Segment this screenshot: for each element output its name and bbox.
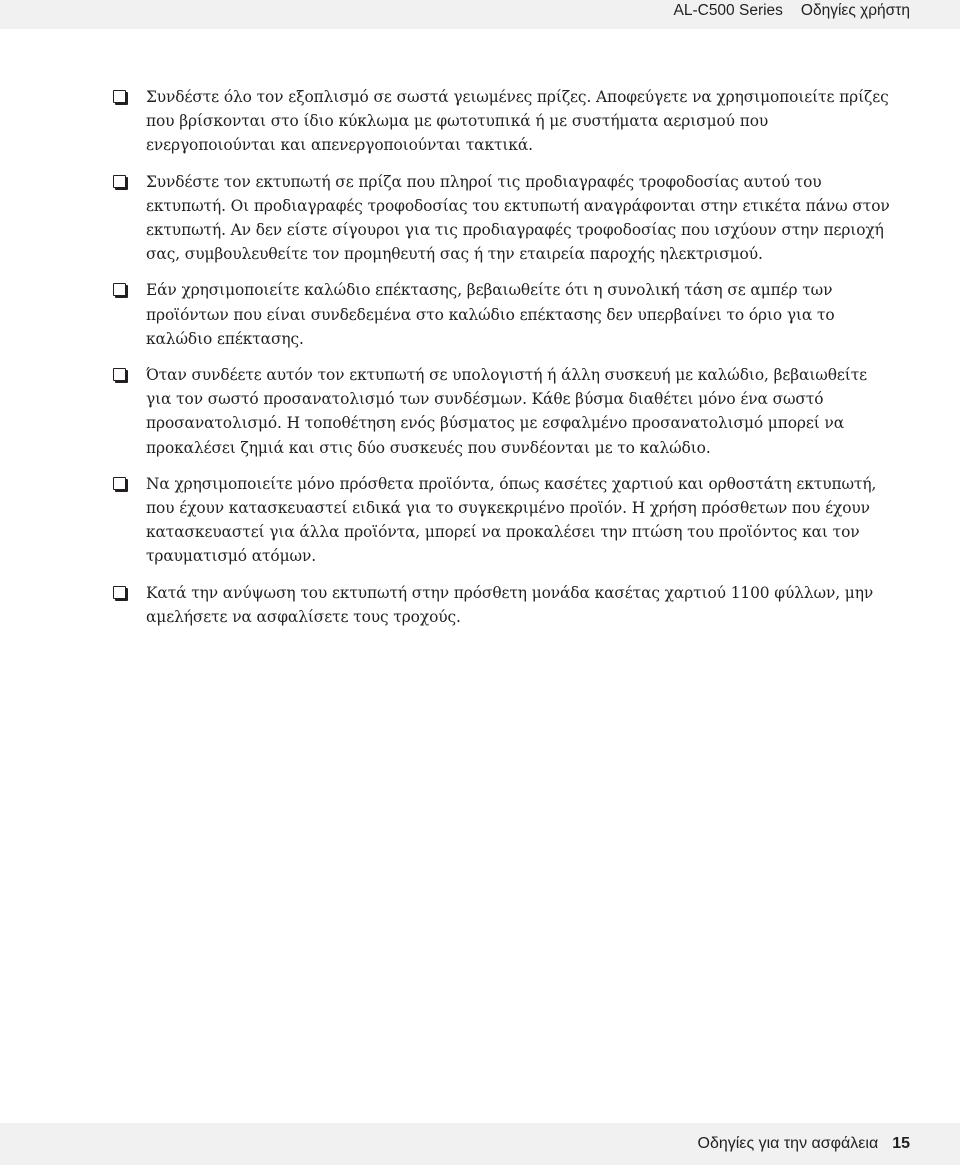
list-item-text: Συνδέστε τον εκτυπωτή σε πρίζα που πληροί τις προδιαγραφές τροφοδοσίας αυτού του εκτυπωτή. Οι προδιαγραφές τροφοδοσίας του εκτυπωτή αναγράφονται στην ετικέτα πάνω στον εκτυπωτή. Αν δεν είστε σίγουροι για τις προδιαγραφές τροφοδοσίας που ισχύουν στην περιοχή σας, συμβουλευθείτε τον προμηθευτή σας ή την εταιρεία παροχής ηλεκτρισμού. <box>146 172 890 264</box>
list-item-text: Εάν χρησιμοποιείτε καλώδιο επέκτασης, βεβαιωθείτε ότι η συνολική τάση σε αμπέρ των προϊόντων που είναι συνδεδεμένα στο καλώδιο επέκτασης δεν υπερβαίνει το όριο για το καλώδιο επέκτασης. <box>146 281 835 348</box>
checkbox-bullet-icon <box>113 586 126 599</box>
footer-text <box>698 1123 911 1165</box>
list-item <box>113 170 893 267</box>
list-item <box>113 363 893 460</box>
checkbox-bullet-icon <box>113 175 126 188</box>
checkbox-bullet-icon <box>113 368 126 381</box>
list-item <box>113 278 893 351</box>
list-item-text: Να χρησιμοποιείτε μόνο πρόσθετα προϊόντα, όπως κασέτες χαρτιού και ορθοστάτη εκτυπωτή, που έχουν κατασκευαστεί ειδικά για το συγκεκριμένο προϊόν. Η χρήση πρόσθετων που έχουν κατασκευαστεί για άλλα προϊόντα, μπορεί να προκαλέσει την πτώση του προϊόντος και τον τραυματισμό ατόμων. <box>146 474 877 566</box>
list-item-text: Κατά την ανύψωση του εκτυπωτή στην πρόσθετη μονάδα κασέτας χαρτιού 1100 φύλλων, μην αμελήσετε να ασφαλίσετε τους τροχούς. <box>146 583 874 626</box>
running-footer <box>0 1123 960 1165</box>
page-number: 15 <box>892 1135 910 1152</box>
list-item <box>113 85 893 158</box>
checkbox-bullet-icon <box>113 283 126 296</box>
running-header <box>0 0 960 29</box>
header-product: AL-C500 Series <box>673 2 783 19</box>
safety-list <box>113 85 893 641</box>
header-guide-title: Οδηγίες χρήστη <box>800 2 910 19</box>
list-item-text: Συνδέστε όλο τον εξοπλισμό σε σωστά γειωμένες πρίζες. Αποφεύγετε να χρησιμοποιείτε πρίζες που βρίσκονται στο ίδιο κύκλωμα με φωτοτυπικά ή με συστήματα αερισμού που ενεργοποιούνται και απενεργοποιούνται τακτικά. <box>146 88 889 155</box>
header-text <box>674 0 911 29</box>
list-item-text: Όταν συνδέετε αυτόν τον εκτυπωτή σε υπολογιστή ή άλλη συσκευή με καλώδιο, βεβαιωθείτε για τον σωστό προσανατολισμό των συνδέσμων. Κάθε βύσμα διαθέτει μόνο ένα σωστό προσανατολισμό. Η τοποθέτηση ενός βύσματος με εσφαλμένο προσανατολισμό μπορεί να προκαλέσει ζημιά και στις δύο συσκευές που συνδέονται με το καλώδιο. <box>146 366 867 457</box>
checkbox-bullet-icon <box>113 477 126 490</box>
checkbox-bullet-icon <box>113 90 126 103</box>
footer-section-title: Οδηγίες για την ασφάλεια <box>697 1135 879 1152</box>
list-item <box>113 472 893 569</box>
list-item <box>113 581 893 629</box>
